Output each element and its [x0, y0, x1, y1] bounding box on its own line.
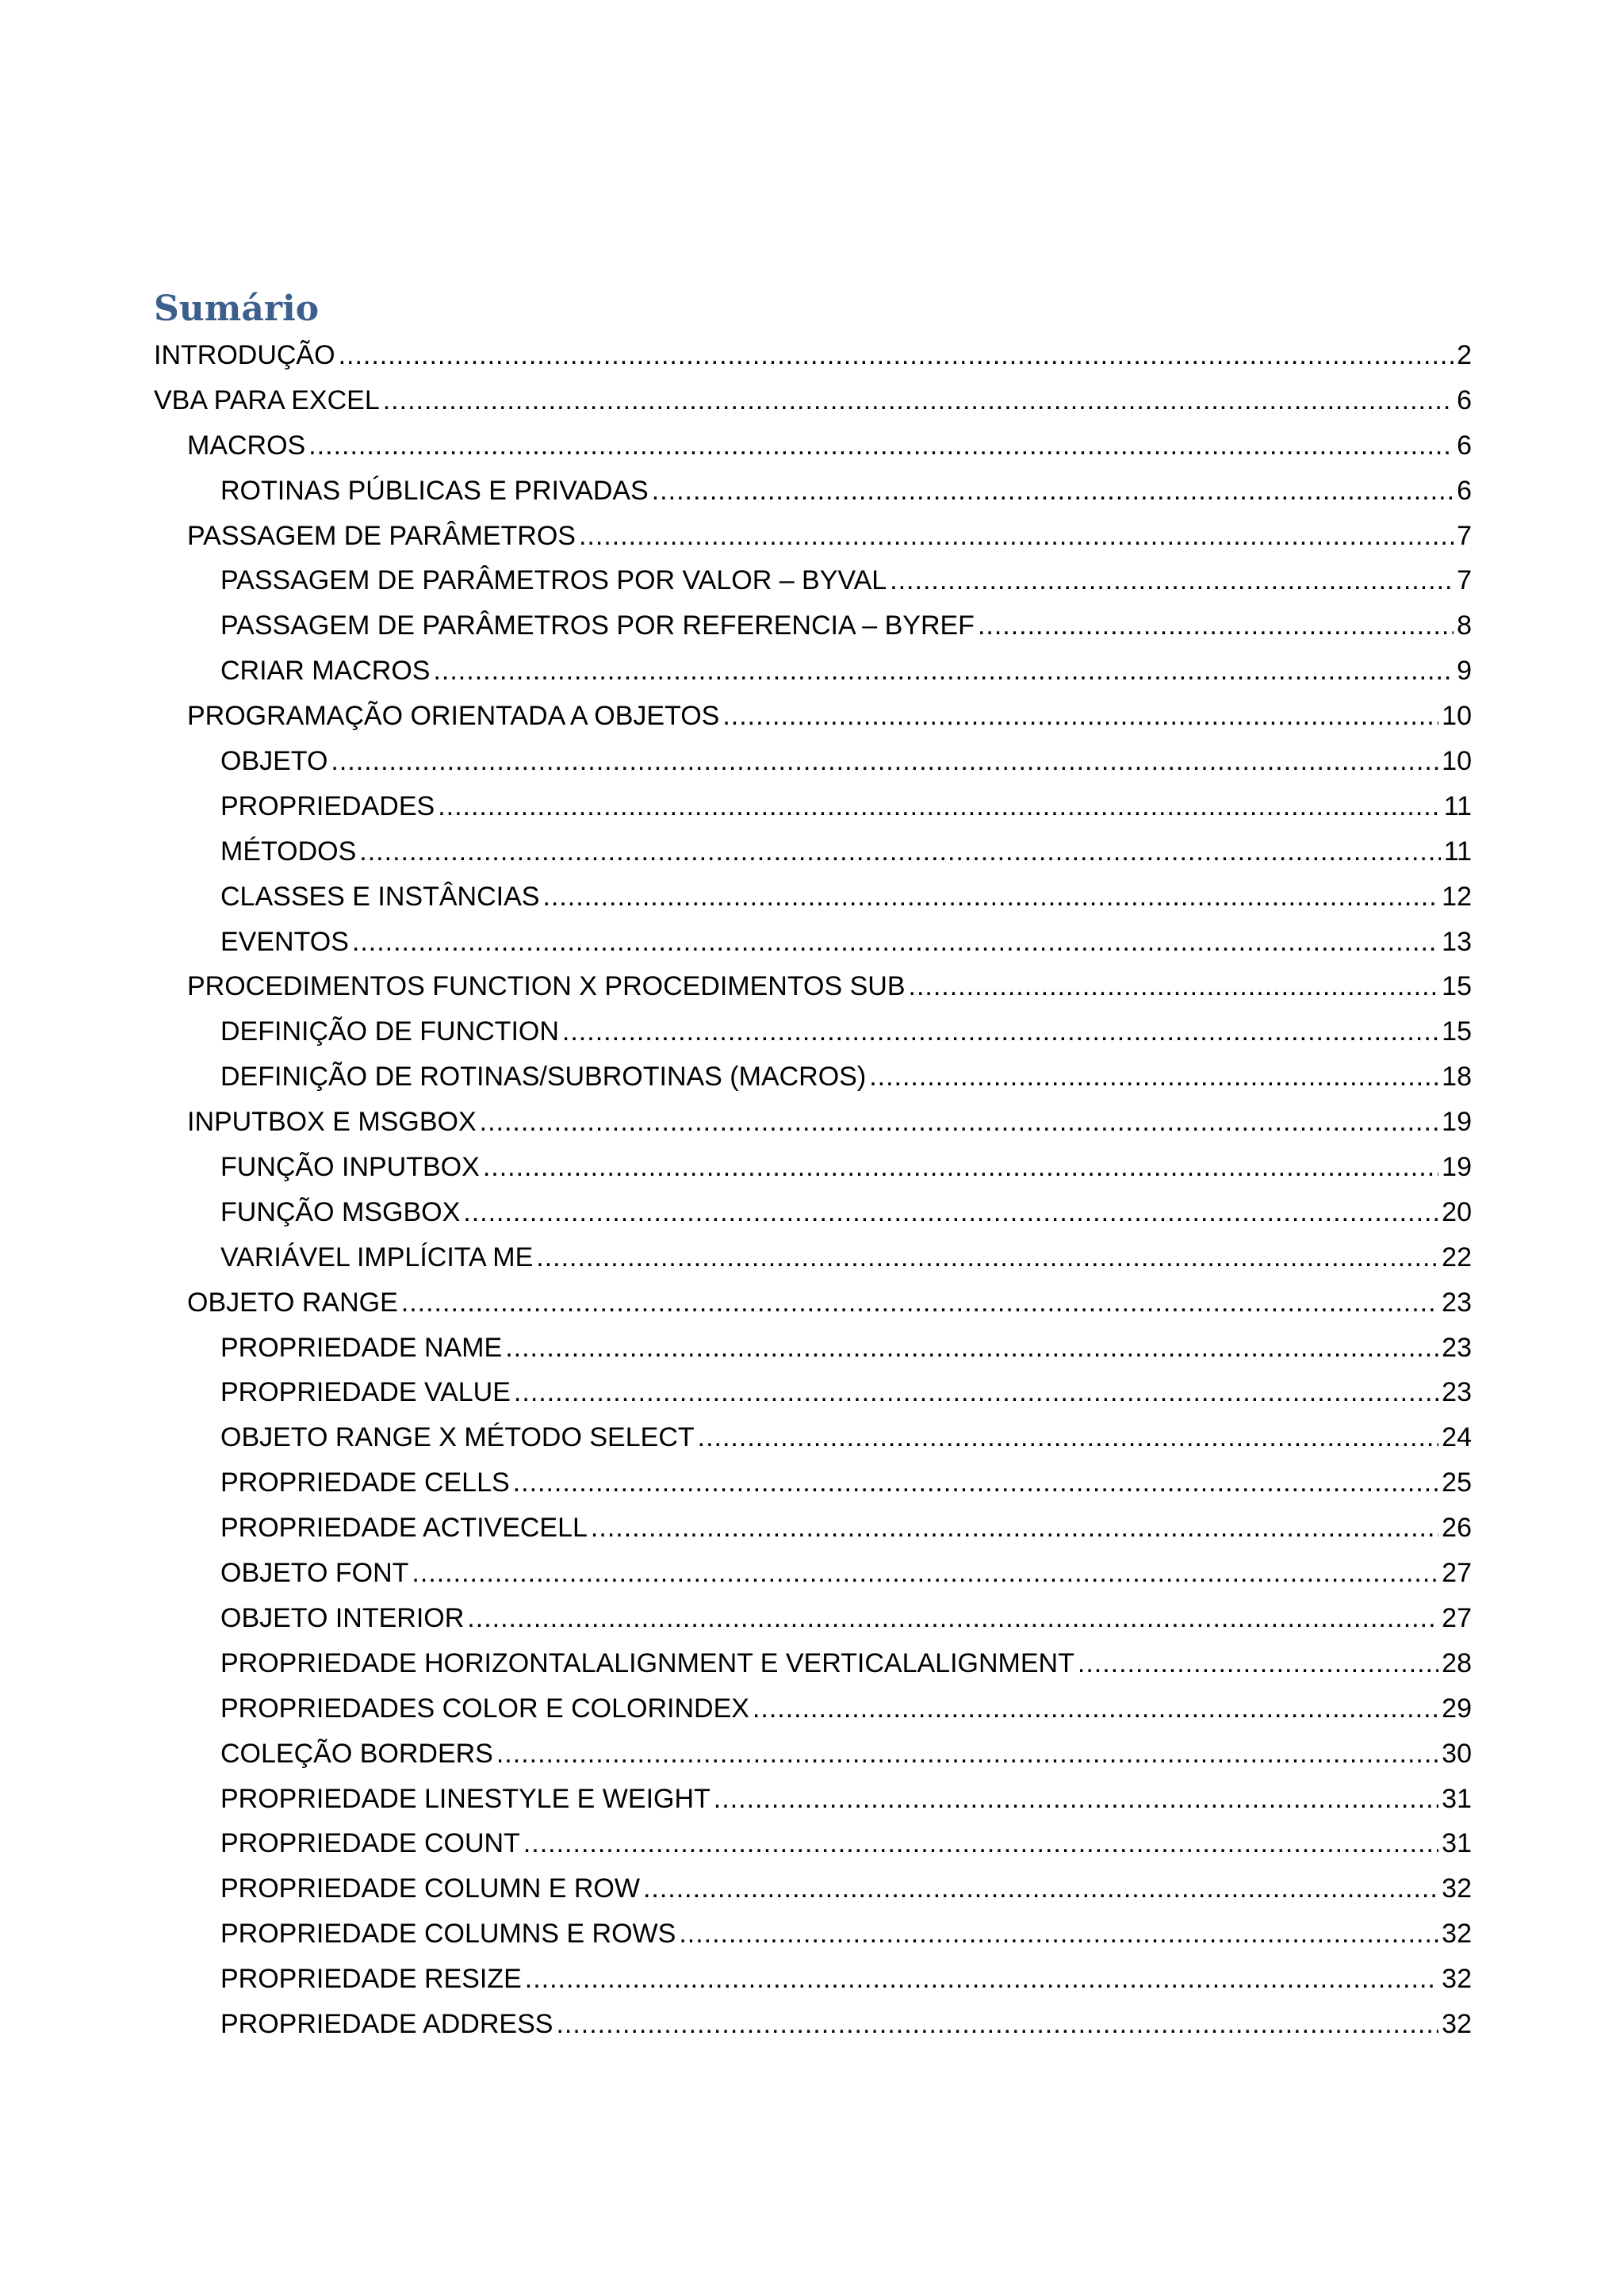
toc-entry[interactable]: [154, 1280, 1472, 1326]
toc-entry-text: PROPRIEDADE RESIZE: [220, 1964, 522, 1995]
toc-page-number: 31: [1442, 1783, 1472, 1814]
toc-dot-leader: [909, 964, 1439, 1009]
toc-entry-text: PROGRAMAÇÃO ORIENTADA A OBJETOS: [187, 701, 720, 732]
toc-dot-leader: [463, 1190, 1438, 1235]
toc-dot-leader: [714, 1777, 1438, 1822]
toc-entry[interactable]: [154, 1370, 1472, 1415]
toc-page-number: 32: [1442, 1873, 1472, 1904]
toc-dot-leader: [308, 423, 1454, 469]
toc-page-number: 22: [1442, 1242, 1472, 1272]
toc-entry-text: EVENTOS: [220, 926, 349, 957]
toc-page-number: 19: [1442, 1152, 1472, 1183]
toc-entry[interactable]: [154, 1054, 1472, 1100]
toc-entry-text: CLASSES E INSTÂNCIAS: [220, 881, 540, 912]
toc-entry-text: DEFINIÇÃO DE ROTINAS/SUBROTINAS (MACROS): [220, 1062, 867, 1093]
toc-entry-text: PROPRIEDADE COUNT: [220, 1828, 520, 1859]
toc-entry-text: OBJETO FONT: [220, 1558, 409, 1589]
toc-entry[interactable]: [154, 1551, 1472, 1596]
toc-entry[interactable]: [154, 1190, 1472, 1235]
toc-entry[interactable]: [154, 694, 1472, 739]
toc-entry-text: DEFINIÇÃO DE FUNCTION: [220, 1016, 559, 1047]
toc-page-number: 25: [1442, 1468, 1472, 1498]
toc-entry-text: PASSAGEM DE PARÂMETROS: [187, 520, 576, 551]
toc-entry[interactable]: [154, 558, 1472, 603]
toc-dot-leader: [438, 784, 1441, 829]
toc-entry[interactable]: [154, 333, 1472, 378]
toc-page-number: 32: [1442, 1919, 1472, 1950]
toc-entry-text: PROPRIEDADE ADDRESS: [220, 2008, 553, 2039]
toc-page-number: 6: [1457, 475, 1472, 506]
toc-entry-text: INPUTBOX E MSGBOX: [187, 1107, 477, 1138]
toc-dot-leader: [643, 1866, 1438, 1911]
toc-dot-leader: [339, 333, 1454, 378]
toc-dot-leader: [753, 1686, 1438, 1732]
toc-entry-text: FUNÇÃO INPUTBOX: [220, 1152, 480, 1183]
toc-dot-leader: [562, 1009, 1438, 1054]
toc-dot-leader: [513, 1460, 1439, 1506]
toc-entry-text: FUNÇÃO MSGBOX: [220, 1196, 461, 1227]
toc-entry-text: COLEÇÃO BORDERS: [220, 1738, 493, 1769]
toc-entry[interactable]: [154, 1911, 1472, 1957]
toc-page-number: 24: [1442, 1422, 1472, 1453]
toc-entry[interactable]: [154, 603, 1472, 649]
toc-entry[interactable]: [154, 1009, 1472, 1054]
toc-entry-text: PROPRIEDADES: [220, 790, 435, 821]
toc-dot-leader: [523, 1821, 1438, 1866]
toc-dot-leader: [514, 1370, 1438, 1415]
toc-entry[interactable]: [154, 1100, 1472, 1145]
toc-entry-text: PROPRIEDADE COLUMNS E ROWS: [220, 1919, 676, 1950]
toc-entry-text: PROPRIEDADE CELLS: [220, 1468, 510, 1498]
toc-entry-text: VARIÁVEL IMPLÍCITA ME: [220, 1242, 534, 1272]
toc-entry-text: MÉTODOS: [220, 836, 357, 867]
toc-page-number: 12: [1442, 881, 1472, 912]
toc-dot-leader: [525, 1957, 1438, 2002]
toc-entry[interactable]: [154, 2002, 1472, 2047]
toc-page-number: 11: [1443, 790, 1472, 821]
toc-entry-text: PROPRIEDADE NAME: [220, 1332, 503, 1363]
toc-dot-leader: [536, 1235, 1438, 1280]
toc-page-number: 15: [1442, 1016, 1472, 1047]
toc-entry[interactable]: [154, 1866, 1472, 1911]
toc-entry-text: CRIAR MACROS: [220, 656, 431, 687]
toc-page-number: 27: [1442, 1558, 1472, 1589]
toc-page-number: 23: [1442, 1377, 1472, 1408]
toc-entry-text: OBJETO INTERIOR: [220, 1602, 465, 1633]
toc-entry-text: PROPRIEDADE HORIZONTALALIGNMENT E VERTICALALIGNMENT: [220, 1647, 1074, 1678]
toc-entry[interactable]: [154, 829, 1472, 874]
toc-entry[interactable]: [154, 739, 1472, 784]
toc-entry[interactable]: [154, 1777, 1472, 1822]
toc-dot-leader: [480, 1100, 1439, 1145]
toc-dot-leader: [467, 1596, 1438, 1641]
toc-entry-text: PROPRIEDADE COLUMN E ROW: [220, 1873, 640, 1904]
toc-page-number: 6: [1457, 385, 1472, 415]
toc-entry[interactable]: [154, 1415, 1472, 1460]
toc-entry[interactable]: [154, 469, 1472, 514]
toc-entry[interactable]: [154, 649, 1472, 694]
toc-entry-text: OBJETO RANGE: [187, 1287, 398, 1318]
toc-page-number: 6: [1457, 430, 1472, 461]
toc-entry-text: OBJETO RANGE X MÉTODO SELECT: [220, 1422, 695, 1453]
toc-dot-leader: [890, 558, 1454, 603]
toc-dot-leader: [652, 469, 1454, 514]
toc-page-number: 7: [1457, 520, 1472, 551]
toc-entry[interactable]: [154, 514, 1472, 559]
toc-dot-leader: [483, 1145, 1438, 1190]
toc-page-number: 31: [1442, 1828, 1472, 1859]
toc-page-number: 23: [1442, 1287, 1472, 1318]
toc-page-number: 11: [1443, 836, 1472, 867]
toc-entry-text: PROPRIEDADE LINESTYLE E WEIGHT: [220, 1783, 710, 1814]
toc-list: [154, 333, 1472, 2047]
toc-entry[interactable]: [154, 1326, 1472, 1371]
toc-page-number: 10: [1442, 746, 1472, 777]
toc-entry[interactable]: [154, 1460, 1472, 1506]
toc-entry-text: VBA PARA EXCEL: [154, 385, 380, 415]
toc-entry-text: ROTINAS PÚBLICAS E PRIVADAS: [220, 475, 649, 506]
toc-entry[interactable]: [154, 1596, 1472, 1641]
toc-dot-leader: [579, 514, 1454, 559]
toc-entry[interactable]: [154, 378, 1472, 423]
toc-page-number: 18: [1442, 1062, 1472, 1093]
toc-title: Sumário: [154, 289, 320, 329]
toc-entry-text: PROPRIEDADE VALUE: [220, 1377, 511, 1408]
toc-page-number: 29: [1442, 1693, 1472, 1724]
toc-entry-text: PASSAGEM DE PARÂMETROS POR VALOR – BYVAL: [220, 565, 887, 596]
toc-dot-leader: [331, 739, 1438, 784]
toc-dot-leader: [679, 1911, 1438, 1957]
toc-dot-leader: [352, 920, 1438, 965]
toc-dot-leader: [591, 1506, 1438, 1551]
toc-dot-leader: [359, 829, 1440, 874]
toc-entry[interactable]: [154, 1145, 1472, 1190]
toc-entry-text: OBJETO: [220, 746, 328, 777]
toc-entry[interactable]: [154, 1732, 1472, 1777]
toc-entry-text: PASSAGEM DE PARÂMETROS POR REFERENCIA – BYREF: [220, 610, 975, 641]
toc-dot-leader: [412, 1551, 1438, 1596]
toc-dot-leader: [496, 1732, 1438, 1777]
toc-entry-text: PROCEDIMENTOS FUNCTION X PROCEDIMENTOS SUB: [187, 971, 906, 1002]
toc-page-number: 30: [1442, 1738, 1472, 1769]
toc-dot-leader: [401, 1280, 1438, 1326]
toc-dot-leader: [1078, 1641, 1438, 1686]
toc-page-number: 26: [1442, 1513, 1472, 1544]
toc-entry[interactable]: [154, 1821, 1472, 1866]
toc-dot-leader: [869, 1054, 1438, 1100]
toc-entry[interactable]: [154, 1957, 1472, 2002]
toc-page-number: 32: [1442, 1964, 1472, 1995]
toc-entry[interactable]: [154, 1686, 1472, 1732]
toc-entry[interactable]: [154, 920, 1472, 965]
toc-page-number: 15: [1442, 971, 1472, 1002]
toc-dot-leader: [383, 378, 1454, 423]
toc-dot-leader: [505, 1326, 1438, 1371]
toc-entry-text: PROPRIEDADE ACTIVECELL: [220, 1513, 588, 1544]
toc-entry-text: INTRODUÇÃO: [154, 340, 335, 370]
toc-page-number: 9: [1457, 656, 1472, 687]
toc-entry[interactable]: [154, 874, 1472, 920]
toc-page-number: 32: [1442, 2008, 1472, 2039]
toc-page-number: 8: [1457, 610, 1472, 641]
toc-dot-leader: [698, 1415, 1439, 1460]
toc-dot-leader: [978, 603, 1454, 649]
toc-page-number: 19: [1442, 1107, 1472, 1138]
toc-entry[interactable]: [154, 423, 1472, 469]
toc-page-number: 23: [1442, 1332, 1472, 1363]
toc-page-number: 28: [1442, 1647, 1472, 1678]
toc-page-number: 20: [1442, 1196, 1472, 1227]
toc-entry[interactable]: [154, 1506, 1472, 1551]
toc-entry[interactable]: [154, 784, 1472, 829]
toc-dot-leader: [722, 694, 1438, 739]
toc-entry[interactable]: [154, 1235, 1472, 1280]
toc-page-number: 27: [1442, 1602, 1472, 1633]
toc-page-number: 10: [1442, 701, 1472, 732]
toc-entry[interactable]: [154, 964, 1472, 1009]
toc-page-number: 13: [1442, 926, 1472, 957]
toc-entry-text: PROPRIEDADES COLOR E COLORINDEX: [220, 1693, 749, 1724]
toc-entry[interactable]: [154, 1641, 1472, 1686]
toc-dot-leader: [542, 874, 1438, 920]
toc-page-number: 7: [1457, 565, 1472, 596]
toc-entry-text: MACROS: [187, 430, 306, 461]
toc-page-number: 2: [1457, 340, 1472, 370]
toc-dot-leader: [433, 649, 1454, 694]
toc-dot-leader: [556, 2002, 1438, 2047]
